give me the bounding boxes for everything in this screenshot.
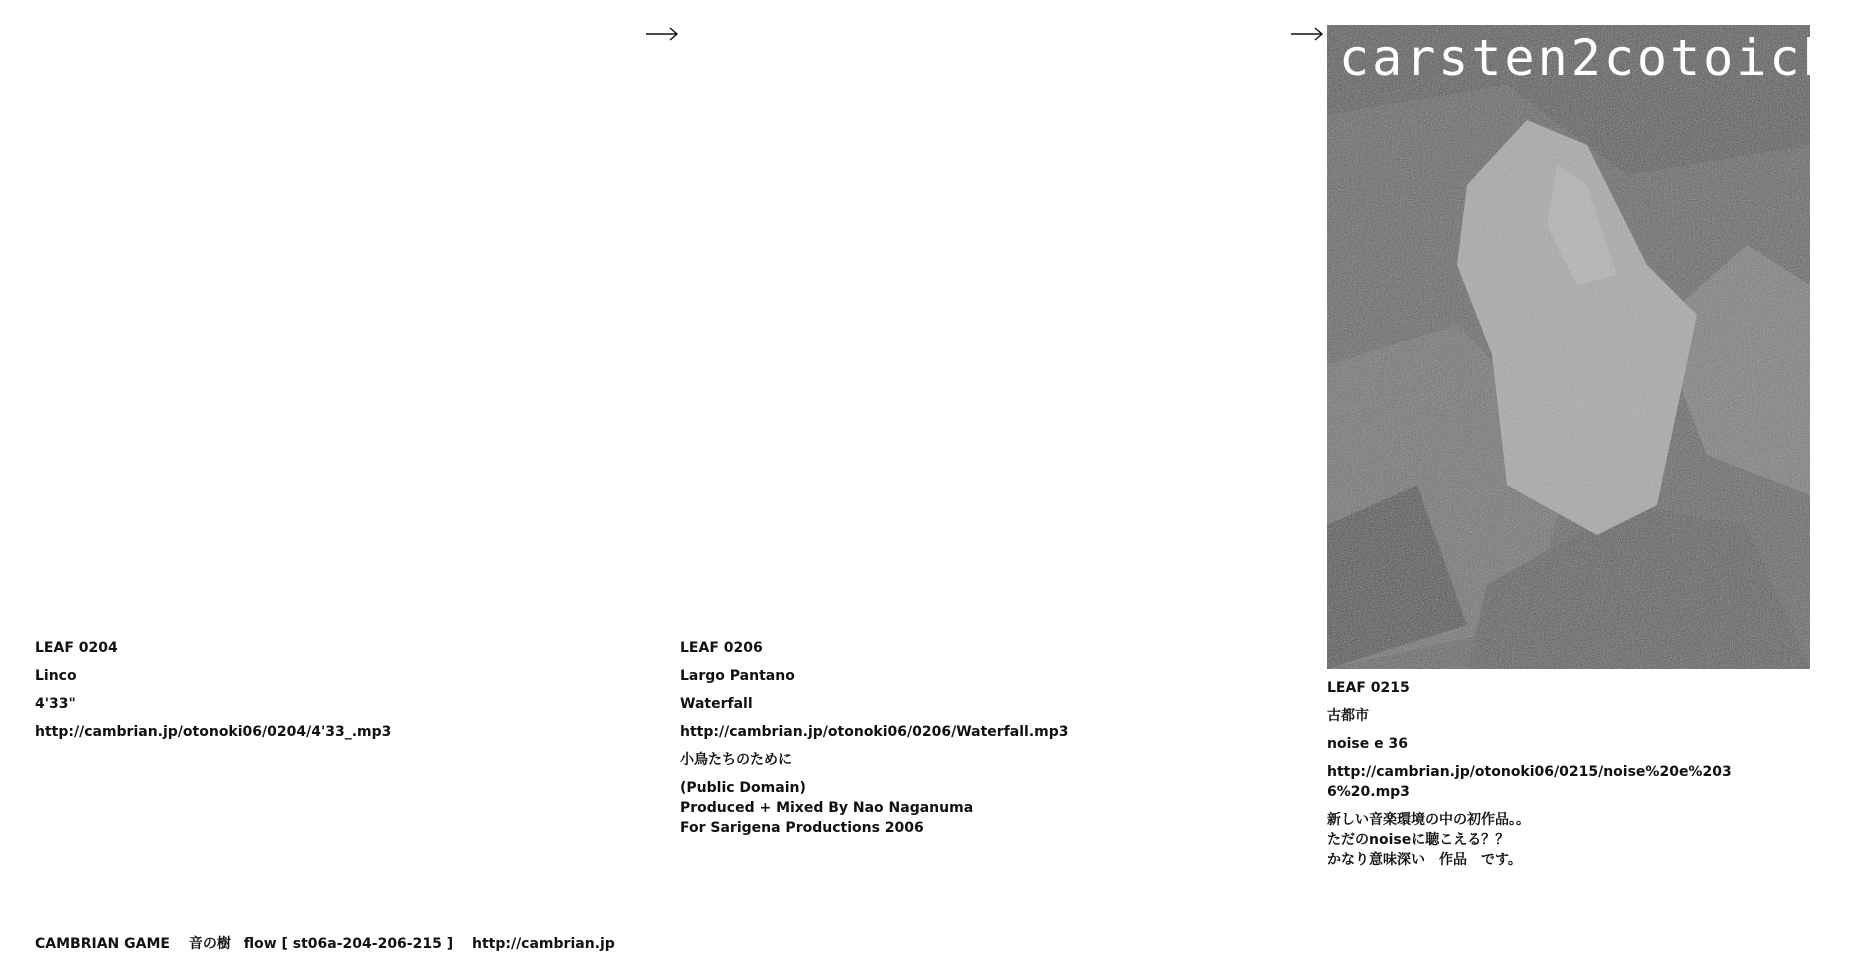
comment-line: かなり意味深い 作品 です。: [1327, 852, 1522, 868]
comment-line: ただのnoiseに聴こえる？？: [1327, 832, 1510, 848]
credit-line: (Public Domain): [680, 780, 806, 796]
track-mp3-link[interactable]: http://cambrian.jp/otonoki06/0204/4'33_.mp3: [35, 724, 392, 740]
credit-line: For Sarigena Productions 2006: [680, 820, 924, 836]
track-column-0204: [35, 638, 555, 750]
artist-name: Largo Pantano: [680, 668, 795, 684]
leaf-number: LEAF 0206: [680, 640, 763, 656]
track-title: Waterfall: [680, 696, 753, 712]
track-column-0215: [1327, 678, 1747, 870]
right-arrow-icon[interactable]: [1290, 26, 1324, 42]
leaf-number: LEAF 0215: [1327, 680, 1410, 696]
comment-line: 新しい音楽環境の中の初作品。。: [1327, 812, 1530, 828]
track-credits: [680, 778, 1200, 838]
cover-title: carsten2cotoichi: [1339, 29, 1869, 87]
artist-name: 古都市: [1327, 708, 1369, 724]
footer: [35, 933, 615, 953]
footer-flow: flow [ st06a-204-206-215 ]: [243, 936, 454, 952]
album-cover-image[interactable]: [1327, 25, 1869, 669]
track-mp3-link[interactable]: http://cambrian.jp/otonoki06/0215/noise%20e%2036%20.mp3: [1327, 764, 1732, 800]
track-title: noise e 36: [1327, 736, 1408, 752]
footer-site-link[interactable]: http://cambrian.jp: [471, 936, 615, 952]
leaf-number: LEAF 0204: [35, 640, 118, 656]
track-column-0206: [680, 638, 1200, 838]
track-note: 小鳥たちのために: [680, 752, 792, 768]
footer-brand: CAMBRIAN GAME: [35, 936, 170, 952]
artist-name: Linco: [35, 668, 77, 684]
footer-series: 音の樹: [188, 936, 231, 952]
credit-line: Produced + Mixed By Nao Naganuma: [680, 800, 974, 816]
track-mp3-link[interactable]: http://cambrian.jp/otonoki06/0206/Waterfall.mp3: [680, 724, 1069, 740]
right-arrow-icon[interactable]: [645, 26, 679, 42]
track-comment: [1327, 810, 1747, 870]
track-title: 4'33": [35, 696, 76, 712]
